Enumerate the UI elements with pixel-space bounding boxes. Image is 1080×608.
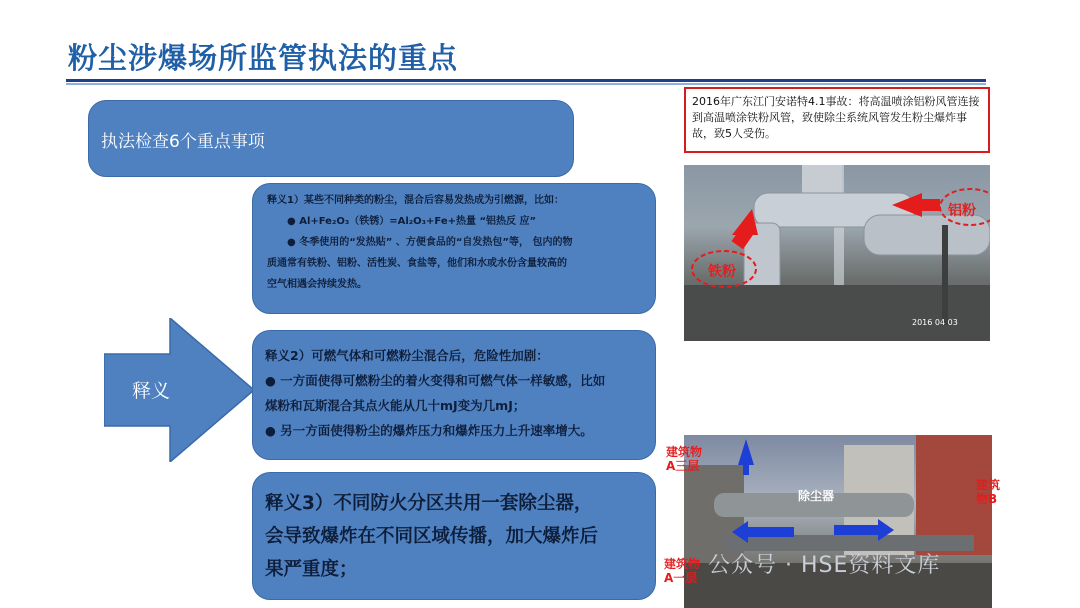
def2-line: ● 一方面使得可燃粉尘的着火变得和可燃气体一样敏感，比如 [265, 373, 606, 388]
arrow-shape [104, 318, 254, 462]
dust-collector-photo [684, 435, 992, 608]
label-building-b: 建筑物B [976, 478, 1001, 506]
watermark: 公众号 · HSE资料文库 [708, 553, 941, 578]
def1-line: 空气相遇会持续发热。 [267, 279, 367, 290]
label-building-a-1f: 建筑物A一层 [664, 557, 701, 585]
def1-line: 质通常有铁粉、铝粉、活性炭、食盐等，他们和水或水份含量较高的 [267, 258, 567, 269]
title-rule [66, 79, 986, 82]
definition-1-box [252, 183, 656, 314]
def2-line: 煤粉和瓦斯混合其点火能从几十mJ变为几mJ； [265, 398, 526, 413]
pipe-illustration [684, 165, 990, 341]
def2-line: ● 另一方面使得粉尘的爆炸压力和爆炸压力上升速率增大。 [265, 423, 593, 438]
def1-bullet: ● 冬季使用的“发热贴” 、方便食品的“自发热包”等， 包内的物 [287, 237, 573, 248]
label-dust-collector: 除尘器 [798, 489, 835, 503]
label-iron: 铁粉 [708, 264, 736, 280]
title-rule-light [66, 83, 986, 85]
header-box: 执法检查6个重点事项 [88, 100, 574, 177]
def3-line: 果严重度； [265, 559, 358, 580]
accident-caption: 2016年广东江门安诺特4.1事故：将高温喷涂铝粉风管连接到高温喷涂铁粉风管，致使除尘系统风管发生粉尘爆炸事故，致5人受伤。 [684, 87, 990, 153]
definition-2-box [252, 330, 656, 460]
def3-line: 释义3）不同防火分区共用一套除尘器， [265, 493, 593, 514]
definition-3-box [252, 472, 656, 600]
building-illustration [684, 435, 992, 608]
arrow-label: 释义 [132, 380, 171, 402]
accident-photo-pipes [684, 165, 990, 341]
photo-date: 2016 04 03 [912, 318, 958, 327]
def3-line: 会导致爆炸在不同区域传播，加大爆炸后 [265, 526, 599, 547]
page-title: 粉尘涉爆场所监管执法的重点 [68, 41, 459, 75]
label-building-a-3f: 建筑物A三层 [666, 445, 703, 473]
def2-line: 释义2）可燃气体和可燃粉尘混合后，危险性加剧： [265, 348, 549, 363]
def1-bullet: ● Al+Fe₂O₃（铁锈）=Al₂O₃+Fe+热量 “铝热反 应” [287, 216, 537, 227]
def1-line: 释义1）某些不同种类的粉尘，混合后容易发热成为引燃源，比如： [267, 195, 564, 206]
label-aluminum: 铝粉 [948, 203, 976, 219]
